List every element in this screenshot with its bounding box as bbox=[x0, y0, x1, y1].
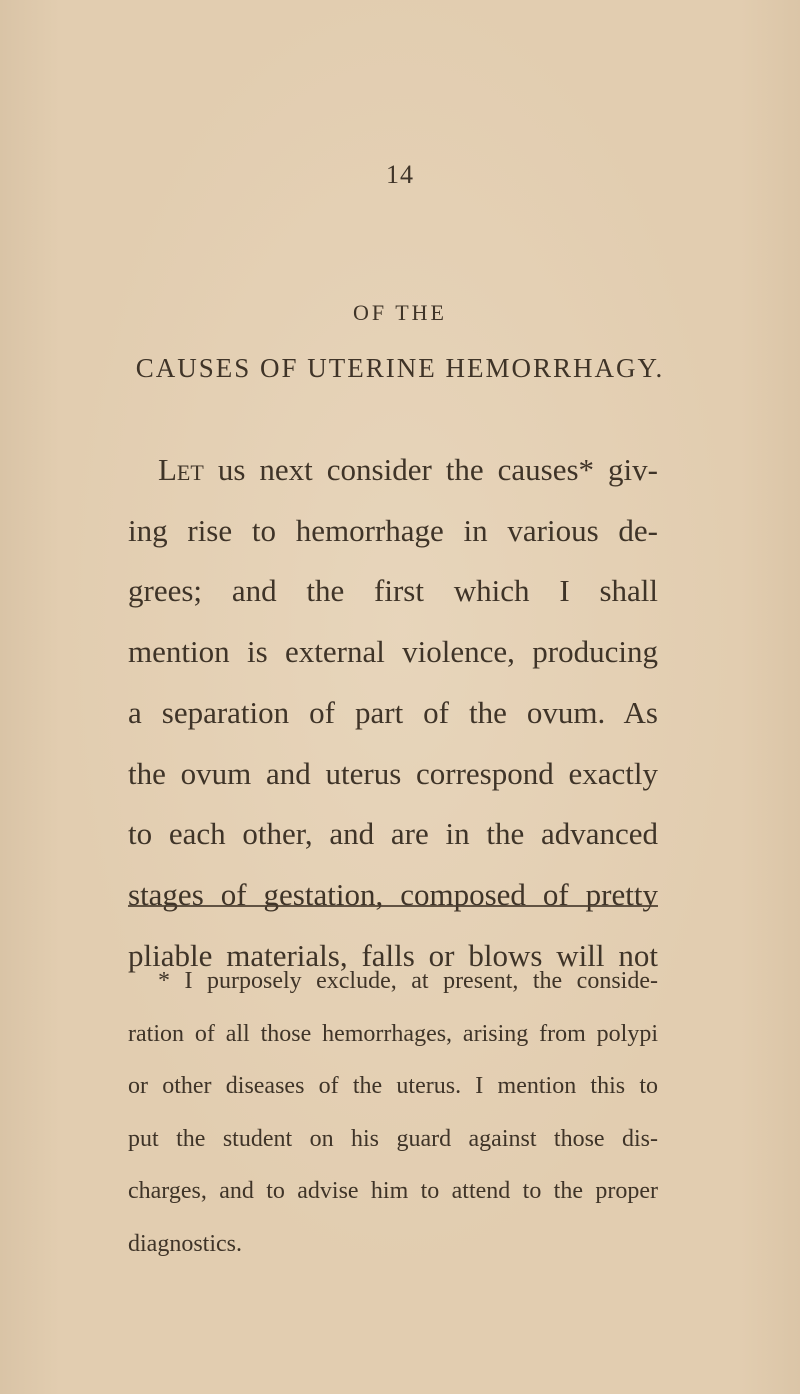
body-line: the ovum and uterus correspond exactly bbox=[128, 755, 658, 791]
chapter-heading-prefix: OF THE bbox=[353, 300, 447, 325]
body-line: to each other, and are in the advanced bbox=[128, 816, 658, 852]
page-number: 14 bbox=[386, 160, 414, 189]
chapter-title: CAUSES OF UTERINE HEMORRHAGY. bbox=[135, 353, 665, 383]
footnote-line: * I purposely exclude, at present, the conside- bbox=[158, 968, 658, 994]
footnote-line: diagnostics. bbox=[128, 1230, 242, 1257]
body-line: pliable materials, falls or blows will not bbox=[128, 937, 658, 973]
body-line: stages of gestation, composed of pretty bbox=[128, 876, 658, 912]
footnote-line: charges, and to advise him to attend to the proper bbox=[128, 1178, 658, 1204]
body-line bbox=[128, 440, 658, 501]
footnote-line: or other diseases of the uterus. I mention this to bbox=[128, 1073, 658, 1099]
body-line-text: us next consider the causes* giv- bbox=[203, 452, 658, 487]
footnote-line: ration of all those hemorrhages, arising from polypi bbox=[128, 1020, 658, 1047]
footnote-divider bbox=[128, 905, 658, 907]
footnote bbox=[128, 955, 658, 1270]
lead-word: Let bbox=[158, 452, 204, 487]
body-line: grees; and the first which I shall bbox=[128, 573, 658, 609]
body-line: mention is external violence, producing bbox=[128, 634, 658, 670]
footnote-line: put the student on his guard against those dis- bbox=[128, 1125, 658, 1152]
body-line: ing rise to hemorrhage in various de- bbox=[128, 512, 658, 548]
body-line: a separation of part of the ovum. As bbox=[128, 694, 658, 730]
